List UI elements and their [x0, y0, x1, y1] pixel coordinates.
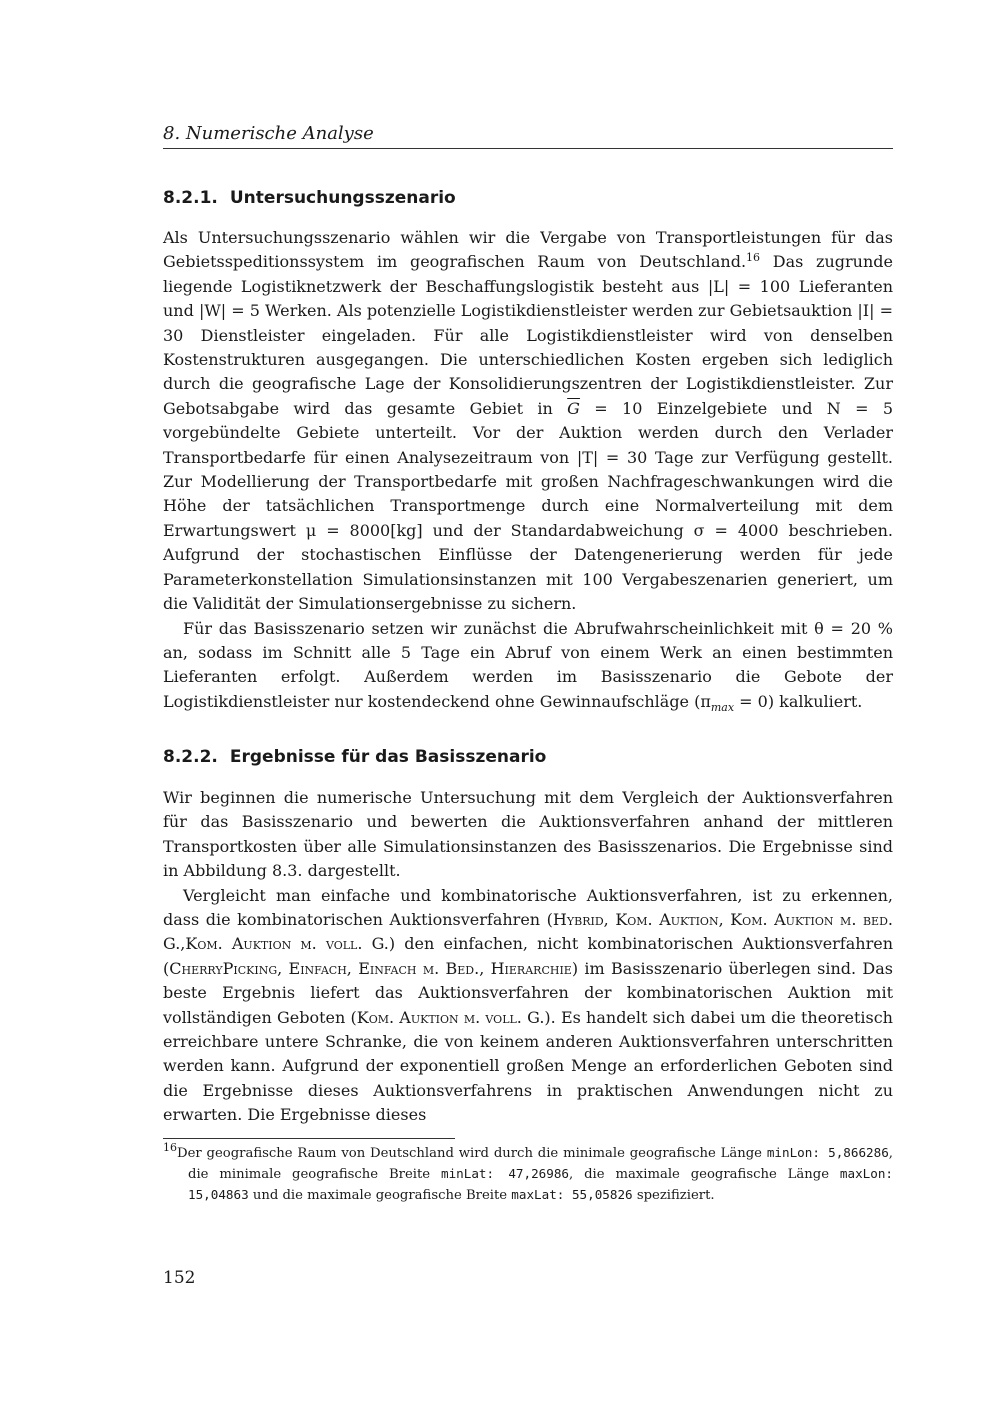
- paragraph: Wir beginnen die numerische Untersuchung mit dem Vergleich der Auktionsverfahren für das Basisszenario und bewerten die Auktionsverfahren anhand der mittleren Transportkosten über alle Simulationsinstanzen des Basisszenarios. Die Ergebnisse sind in Abbildung 8.3. dargestellt.: [163, 788, 893, 881]
- text-run: = 0) kalkuliert.: [734, 691, 863, 711]
- text-run: , die maximale geografische Länge: [569, 1167, 840, 1182]
- section-body-ergebnisse: [163, 786, 893, 1128]
- running-header: 8. Numerische Analyse: [163, 123, 893, 149]
- text-run: und die maximale geografische Breite: [248, 1188, 512, 1203]
- method-names: Kom. Auktion m. voll. G.: [356, 1007, 545, 1027]
- code-value: maxLat: 55,05826: [511, 1187, 633, 1202]
- method-names: Hybrid, Kom. Auktion, Kom. Auktion m. bed. G.,Kom. Auktion m. voll. G.: [163, 910, 893, 954]
- code-value: minLon: 5,866286: [766, 1145, 889, 1160]
- footnote-divider: [163, 1138, 455, 1139]
- section-heading-ergebnisse: [163, 746, 893, 768]
- paragraph: [163, 226, 893, 617]
- text-run: ). Es handelt sich dabei um die theoretisch erreichbare untere Schranke, die von keinem anderen Auktionsverfahren unterschritten werden kann. Aufgrund der exponentiell großen Menge an erforderlichen Geboten sind die Ergebnisse dieses Auktionsverfahrens in praktischen Anwendungen nicht zu erwarten. Die Ergebnisse dieses: [163, 1007, 893, 1125]
- text-run: = 10 Einzelgebiete und N = 5 vorgebündelte Gebiete unterteilt. Vor der Auktion werden durch den Verlader Transportbedarfe für einen Analysezeitraum von |T| = 30 Tage zur Verfügung gestellt. Zur Modellierung der Transportbedarfe mit großen Nachfrageschwankungen wird die Höhe der tatsächlichen Transportmenge durch eine Normalverteilung mit dem Erwartungswert μ = 8000[kg] und der Standardabweichung σ = 4000 beschrieben. Aufgrund der stochastischen Einflüsse der Datengenerierung werden für jede Parameterkonstellation Simulationsinstanzen mit 100 Vergabeszenarien generiert, um die Validität der Simulationsergebnisse zu sichern.: [163, 398, 894, 614]
- section-heading-untersuchungsszenario: [163, 187, 893, 209]
- section-title: Untersuchungsszenario: [229, 188, 456, 208]
- text-run: ) im Basisszenario überlegen sind. Das beste Ergebnis liefert das Auktionsverfahren der kombinatorischen Auktion mit vollständigen Geboten (: [163, 958, 893, 1027]
- section-title: Ergebnisse für das Basisszenario: [229, 747, 547, 767]
- text-run: spezifiziert.: [632, 1188, 715, 1203]
- text-run: Das zugrunde liegende Logistiknetzwerk der Beschaffungslogistik besteht aus |L| = 100 Lieferanten und |W| = 5 Werken. Als potenzielle Logistikdienstleister werden zur Gebietsauktion |I| = 30 Dienstleister eingeladen. Für alle Logistikdienstleister wird von denselben Kostenstrukturen ausgegangen. Die unterschiedlichen Kosten ergeben sich lediglich durch die geografische Lage der Konsolidierungszentren der Logistikdienstleister. Zur Gebotsabgabe wird das gesamte Gebiet in: [163, 252, 893, 418]
- paragraph: [163, 884, 893, 1128]
- paragraph: [163, 617, 893, 721]
- text-run: , die minimale geografische Breite: [188, 1146, 893, 1182]
- text-run: Als Untersuchungsszenario wählen wir die Vergabe von Transportleistungen für das Gebietsspeditionssystem im geografischen Raum von Deutschland.: [163, 228, 893, 272]
- math-symbol: $\overline{G}$: [567, 398, 580, 418]
- text-run: Für das Basisszenario setzen wir zunächst die Abrufwahrscheinlichkeit mit θ = 20 % an, sodass im Schnitt alle 5 Tage ein Abruf von einem Werk an einen bestimmten Lieferanten erfolgt. Außerdem werden im Basisszenario die Gebote der Logistikdienstleister nur kostendeckend ohne Gewinnaufschläge (π: [163, 618, 893, 711]
- footnote: [163, 1143, 893, 1206]
- footnote-text: [163, 1143, 893, 1206]
- text-run: ) den einfachen, nicht kombinatorischen Auktionsverfahren (: [163, 934, 893, 978]
- code-value: maxLon: 15,04863: [188, 1166, 893, 1202]
- text-run: Der geografische Raum von Deutschland wird durch die minimale geografische Länge: [177, 1146, 767, 1161]
- section-number: 8.2.1.: [163, 188, 218, 208]
- footnote-ref[interactable]: 16: [746, 251, 761, 265]
- text-run: Vergleicht man einfache und kombinatorische Auktionsverfahren, ist zu erkennen, dass die kombinatorischen Auktionsverfahren (: [163, 885, 893, 930]
- section-number: 8.2.2.: [163, 747, 218, 767]
- code-value: minLat: 47,26986: [441, 1166, 570, 1181]
- method-names: CherryPicking, Einfach, Einfach m. Bed., Hierarchie: [169, 958, 572, 978]
- page-number: 152: [163, 1268, 196, 1288]
- footnote-number: 16: [163, 1141, 177, 1154]
- math-subscript: max: [710, 700, 735, 714]
- section-body-untersuchungsszenario: [163, 226, 893, 720]
